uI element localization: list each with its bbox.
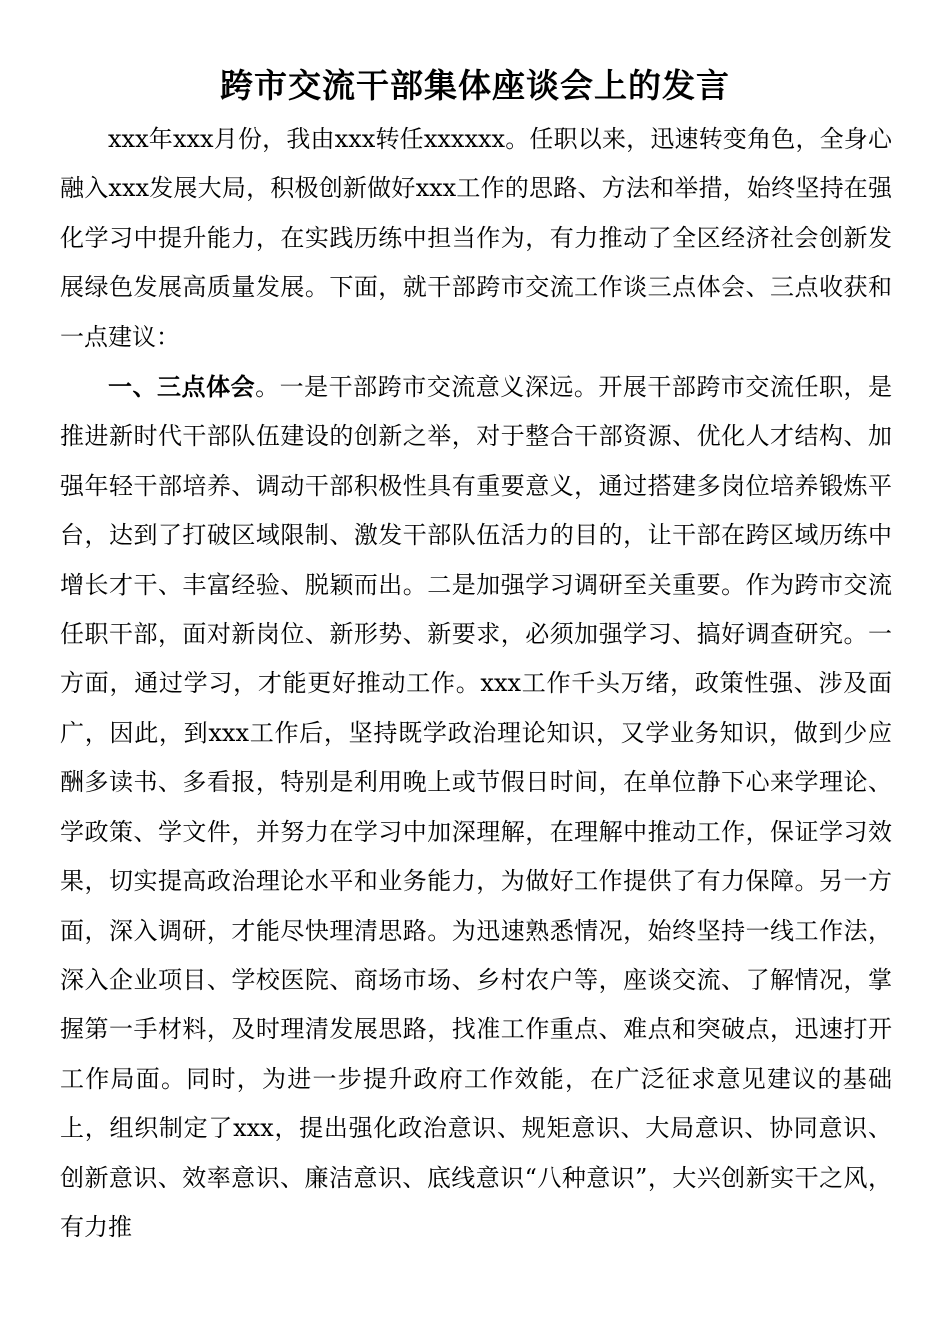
paragraph-intro bbox=[60, 115, 892, 362]
document-title: 跨市交流干部集体座谈会上的发言 bbox=[220, 66, 730, 105]
paragraph-section-one bbox=[60, 362, 892, 1252]
document-body bbox=[60, 115, 892, 1252]
paragraph-text: xxx年xxx月份，我由xxx转任xxxxxx。任职以来，迅速转变角色，全身心融入xxx发展大局，积极创新做好xxx工作的思路、方法和举措，始终坚持在强化学习中提升能力，在实践历练中担当作为，有力推动了全区经济社会创新发展绿色发展高质量发展。下面，就干部跨市交流工作谈三点体会、三点收获和一点建议： bbox=[60, 125, 892, 351]
paragraph-text: 。一是干部跨市交流意义深远。开展干部跨市交流任职，是推进新时代干部队伍建设的创新之举，对于整合干部资源、优化人才结构、加强年轻干部培养、调动干部积极性具有重要意义，通过搭建多岗位培养锻炼平台，达到了打破区域限制、激发干部队伍活力的目的，让干部在跨区域历练中增长才干、丰富经验、脱颖而出。二是加强学习调研至关重要。作为跨市交流任职干部，面对新岗位、新形势、新要求，必须加强学习、搞好调查研究。一方面，通过学习，才能更好推动工作。xxx工作千头万绪，政策性强、涉及面广，因此，到xxx工作后，坚持既学政治理论知识，又学业务知识，做到少应酬多读书、多看报，特别是利用晚上或节假日时间，在单位静下心来学理论、学政策、学文件，并努力在学习中加深理解，在理解中推动工作，保证学习效果，切实提高政治理论水平和业务能力，为做好工作提供了有力保障。另一方面，深入调研，才能尽快理清思路。为迅速熟悉情况，始终坚持一线工作法，深入企业项目、学校医院、商场市场、乡村农户等，座谈交流、了解情况，掌握第一手材料，及时理清发展思路，找准工作重点、难点和突破点，迅速打开工作局面。同时，为进一步提升政府工作效能，在广泛征求意见建议的基础上，组织制定了xxx，提出强化政治意识、规矩意识、大局意识、协同意识、创新意识、效率意识、廉洁意识、底线意识“八种意识”，大兴创新实干之风，有力推 bbox=[60, 373, 893, 1241]
section-heading: 一、三点体会 bbox=[108, 372, 256, 402]
